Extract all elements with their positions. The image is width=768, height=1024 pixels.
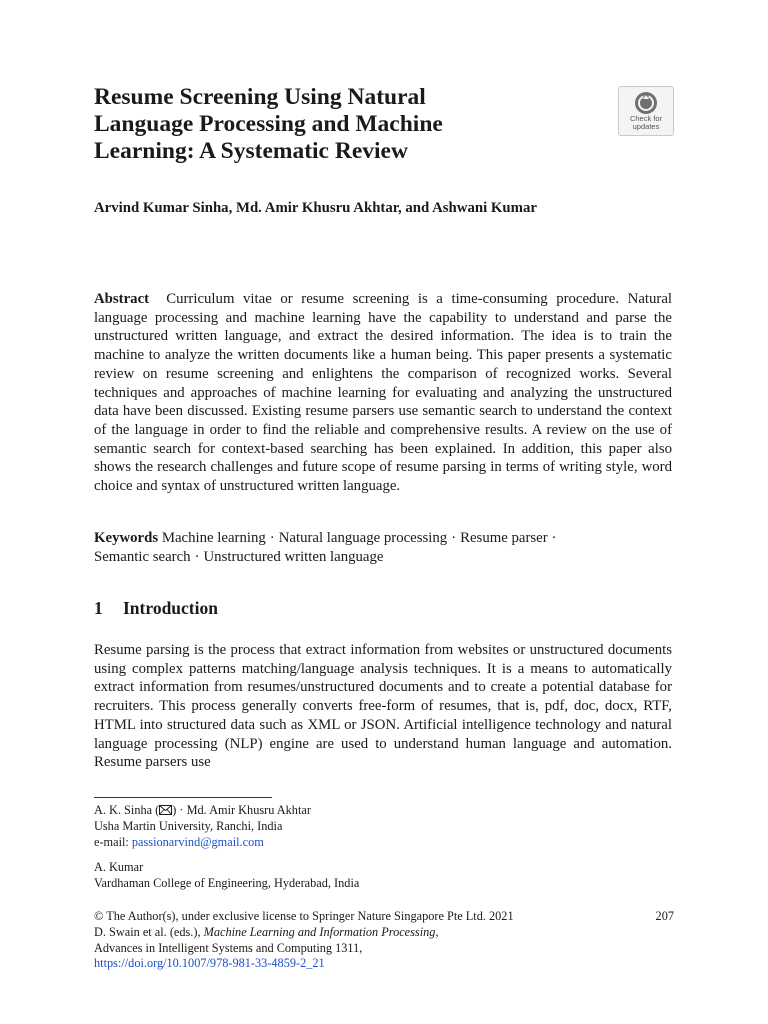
book-title-suffix: , <box>435 924 439 939</box>
check-for-updates-icon <box>634 91 658 115</box>
affiliation-institution: Usha Martin University, Ranchi, India <box>94 818 283 833</box>
keyword: Machine learning <box>161 530 266 546</box>
author-name: A. K. Sinha ( <box>94 803 160 817</box>
keyword-separator: · <box>451 530 457 546</box>
keywords-line <box>94 529 672 548</box>
introduction-text: Resume parsing is the process that extract information from websites or unstructured documents using complex patterns matching/language analysis techniques. It is a means to automatically extract information from resumes/unstructured documents and to create a potential database for recruiters. This process generally converts free-form of resumes, that is, pdf, doc, docx, RTF, HTML into structured data such as XML or JSON. Artificial intelligence technology and natural language processing (NLP) engine are used to understand human language and automation. Resume parsers use <box>94 642 672 771</box>
affiliation-institution: Vardhaman College of Engineering, Hyderabad, India <box>94 875 360 890</box>
keyword: Natural language processing <box>278 530 448 546</box>
doi-link[interactable]: https://doi.org/10.1007/978-981-33-4859-2_21 <box>94 956 325 971</box>
paper-title <box>94 84 574 165</box>
affiliation-email-line <box>94 835 674 851</box>
keyword: Resume parser <box>460 530 548 546</box>
envelope-icon <box>159 805 172 815</box>
keyword-separator: · <box>269 530 275 546</box>
book-citation <box>94 925 674 941</box>
badge-line-2: updates <box>632 122 660 131</box>
author-name: ) · Md. Amir Khusru Akhtar <box>172 803 311 817</box>
affiliation-authors <box>94 803 674 819</box>
keywords-label: Keywords <box>94 530 159 546</box>
section-heading <box>94 598 218 619</box>
keywords <box>94 529 672 567</box>
check-for-updates-badge[interactable] <box>618 86 674 136</box>
keyword: Semantic search <box>94 549 191 565</box>
editors: D. Swain et al. (eds.), <box>94 924 204 939</box>
footnote-rule <box>94 797 272 798</box>
keywords-line <box>94 548 672 567</box>
title-line: Language Processing and Machine <box>94 111 443 137</box>
author-list: Arvind Kumar Sinha, Md. Amir Khusru Akhtar, and Ashwani Kumar <box>94 200 537 216</box>
section-number: 1 <box>94 598 103 618</box>
copyright-line: © The Author(s), under exclusive license to Springer Nature Singapore Pte Ltd. 2021 <box>94 909 514 923</box>
keyword: Unstructured written language <box>203 549 384 565</box>
abstract-text: Curriculum vitae or resume screening is a time-consuming procedure. Natural language processing and machine learning have the capability to understand and parse the unstructured written language, and extract the desired information. The idea is to train the machine to analyze the written documents like a human being. This paper presents a systematic review on resume screening and enlightens the comparison of recognized works. Several techniques and approaches of machine learning for evaluating and analyzing the unstructured data have been discussed. Existing resume parsers use semantic search to understand the context of the language in order to find the reliable and comprehensive results. A review on the use of semantic search for context-based searching has been explained. In addition, this paper also shows the research challenges and future scope of resume parsing in terms of writing style, word choice and syntax of unstructured written language. <box>94 291 672 495</box>
keyword-separator: · <box>551 530 557 546</box>
copyright-block <box>94 909 674 972</box>
abstract-label: Abstract <box>94 291 150 307</box>
affiliation-2 <box>94 860 674 892</box>
badge-line-1: Check for <box>629 114 663 123</box>
series-line: Advances in Intelligent Systems and Computing 1311, <box>94 940 363 955</box>
affiliation-1 <box>94 803 674 850</box>
affiliation-authors: A. Kumar <box>94 860 144 874</box>
page-number: 207 <box>655 909 674 923</box>
abstract <box>94 290 672 496</box>
email-label: e-mail: <box>94 834 132 849</box>
book-title: Machine Learning and Information Processing <box>203 924 436 939</box>
keyword-separator: · <box>194 549 200 565</box>
email-link[interactable]: passionarvind@gmail.com <box>131 834 264 849</box>
title-line: Learning: A Systematic Review <box>94 138 408 164</box>
section-title: Introduction <box>123 598 218 618</box>
title-line: Resume Screening Using Natural <box>94 84 426 110</box>
